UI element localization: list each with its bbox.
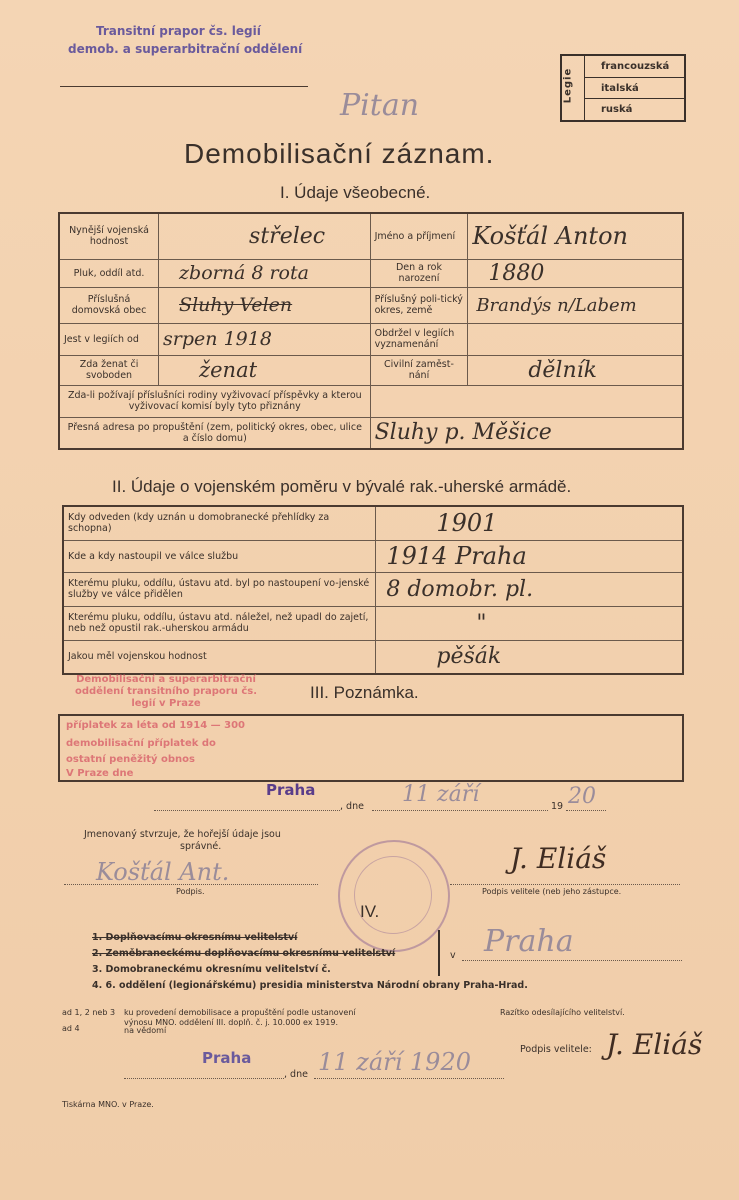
red-stamp-line: Demobilisační a superarbitrační bbox=[76, 674, 256, 685]
label: Kde a kdy nastoupil ve válce službu bbox=[63, 540, 376, 572]
label: Civilní zaměst-nání bbox=[370, 355, 468, 385]
round-seal bbox=[338, 840, 450, 952]
value-hand: Košťál Anton bbox=[468, 213, 683, 259]
value-hand: 8 domobr. pl. bbox=[376, 572, 683, 606]
red-stamp-line: legií v Praze bbox=[131, 698, 201, 709]
dne-label: , dne bbox=[340, 801, 364, 812]
footnote-text: ku provedení demobilisace a propuštění podle ustanovení bbox=[124, 1008, 356, 1017]
label: Nynější vojenská hodnost bbox=[59, 213, 159, 259]
red-note: V Praze dne bbox=[66, 768, 134, 779]
commander-line bbox=[450, 884, 680, 885]
place-stamp: Praha bbox=[266, 781, 316, 799]
header-stamp-line1: Transitní prapor čs. legií bbox=[96, 24, 261, 38]
stamp-label: Razítko odesílajícího velitelství. bbox=[500, 1008, 625, 1017]
value-hand: ženat bbox=[159, 355, 371, 385]
date-line bbox=[314, 1078, 504, 1079]
legie-option: francouzská bbox=[601, 61, 670, 72]
place-line bbox=[124, 1078, 284, 1079]
value-hand: 1914 Praha bbox=[376, 540, 683, 572]
document-title: Demobilisační záznam. bbox=[184, 138, 495, 169]
value-hand: pěšák bbox=[376, 640, 683, 674]
value-hand: srpen 1918 bbox=[159, 323, 371, 355]
value-hand: 1901 bbox=[376, 506, 683, 540]
signature-hand: Košťál Ant. bbox=[96, 858, 230, 886]
signature-line bbox=[64, 884, 318, 885]
value-hand: Sluhy p. Měšice bbox=[370, 417, 683, 449]
commander-label: Podpis velitele (neb jeho zástupce. bbox=[482, 887, 622, 896]
value-hand: " bbox=[376, 606, 683, 640]
label: Obdržel v legiích vyznamenání bbox=[370, 323, 468, 355]
header-rule bbox=[60, 86, 308, 87]
section4-heading: IV. bbox=[360, 902, 380, 921]
footnote-ref: ad 4 bbox=[62, 1024, 80, 1033]
place-stamp: Praha bbox=[202, 1049, 252, 1067]
signature-label: Podpis. bbox=[176, 887, 205, 896]
label: Den a rok narození bbox=[370, 259, 468, 287]
label: Přesná adresa po propuštění (zem, politický okres, obec, ulice a číslo domu) bbox=[59, 417, 370, 449]
label: Kterému pluku, oddílu, ústavu atd. náležel, než upadl do zajetí, neb než opustil rak.-uherskou armádu bbox=[63, 606, 376, 640]
confirm-line2: správné. bbox=[180, 841, 222, 852]
red-stamp-line: oddělení transitního praporu čs. bbox=[74, 686, 258, 697]
hand-date: 11 září bbox=[402, 782, 480, 807]
confirm-line1: Jmenovaný stvrzuje, že hořejší údaje jsou bbox=[84, 829, 281, 840]
value-hand: střelec bbox=[159, 213, 371, 259]
label: Kterému pluku, oddílu, ústavu atd. byl po nastoupení vo-jenské služby ve válce přidělen bbox=[63, 572, 376, 606]
section1-table bbox=[58, 212, 684, 450]
legie-box bbox=[560, 54, 686, 122]
value-empty bbox=[468, 323, 683, 355]
label: Jméno a příjmení bbox=[370, 213, 468, 259]
red-note: ostatní peněžitý obnos bbox=[66, 754, 195, 765]
dne-label: , dne bbox=[284, 1069, 308, 1080]
label: Příslušná domovská obec bbox=[59, 287, 159, 323]
section3-heading: III. Poznámka. bbox=[310, 683, 419, 702]
hand-top-name: Pitan bbox=[340, 88, 420, 123]
section1-heading: I. Údaje všeobecné. bbox=[280, 183, 431, 202]
footnote-text: na vědomí bbox=[124, 1026, 167, 1035]
year-line bbox=[566, 810, 606, 811]
label: Pluk, oddíl atd. bbox=[59, 259, 159, 287]
value-hand: zborná 8 rota bbox=[159, 259, 371, 287]
red-stamp bbox=[66, 674, 266, 710]
commander-signature: J. Eliáš bbox=[510, 842, 607, 875]
year-prefix: 19 bbox=[551, 801, 564, 812]
section4-item: 3. Domobraneckému okresnímu velitelství č. bbox=[92, 964, 331, 975]
footnote-text: výnosu MNO. oddělení III. doplň. č. j. 10.000 ex 1919. bbox=[124, 1018, 338, 1027]
bracket bbox=[438, 930, 440, 976]
value-hand: Sluhy Velen bbox=[159, 287, 371, 323]
commander-signature-2: J. Eliáš bbox=[606, 1028, 703, 1061]
value-hand: 1880 bbox=[468, 259, 683, 287]
section2-heading: II. Údaje o vojenském poměru v bývalé rak.-uherské armádě. bbox=[112, 477, 572, 496]
place-line bbox=[154, 810, 340, 811]
legie-option: italská bbox=[585, 77, 684, 98]
footnote-ref: ad 1, 2 neb 3 bbox=[62, 1008, 116, 1017]
section2-table bbox=[62, 505, 684, 675]
date-line bbox=[372, 810, 548, 811]
value-empty bbox=[370, 385, 683, 417]
hand-year: 20 bbox=[568, 784, 596, 809]
section4-item: 1. Doplňovacímu okresnímu velitelství bbox=[92, 932, 298, 943]
legie-option: ruská bbox=[585, 98, 684, 119]
section4-hand: Praha bbox=[484, 924, 574, 959]
label: Zda ženat či svoboden bbox=[59, 355, 159, 385]
label: Kdy odveden (kdy uznán u domobranecké přehlídky za schopna) bbox=[63, 506, 376, 540]
commander-sig-label: Podpis velitele: bbox=[520, 1044, 592, 1055]
value-hand: Brandýs n/Labem bbox=[468, 287, 683, 323]
section4-item: 2. Zeměbraneckému doplňovacímu okresnímu velitelství bbox=[92, 948, 396, 959]
red-note: demobilisační příplatek do bbox=[66, 738, 216, 749]
label: Zda-li požívají příslušníci rodiny vyživovací příspěvky a kterou vyživovací komisí byly tyto přiznány bbox=[59, 385, 370, 417]
section3-box bbox=[58, 714, 684, 782]
label: Jest v legiích od bbox=[59, 323, 159, 355]
printer-note: Tiskárna MNO. v Praze. bbox=[62, 1100, 154, 1109]
red-note: příplatek za léta od 1914 — 300 bbox=[66, 720, 245, 731]
hand-date: 11 září 1920 bbox=[318, 1048, 471, 1076]
header-stamp-line2: demob. a superarbitrační oddělení bbox=[68, 42, 303, 56]
section4-item: 4. 6. oddělení (legionářskému) presidia ministerstva Národní obrany Praha-Hrad. bbox=[92, 980, 528, 991]
v-label: v bbox=[450, 950, 456, 961]
legie-label: Legie bbox=[562, 67, 574, 104]
value-hand: dělník bbox=[468, 355, 683, 385]
label: Jakou měl vojenskou hodnost bbox=[63, 640, 376, 674]
label: Příslušný poli-tický okres, země bbox=[370, 287, 468, 323]
v-line bbox=[462, 960, 682, 961]
